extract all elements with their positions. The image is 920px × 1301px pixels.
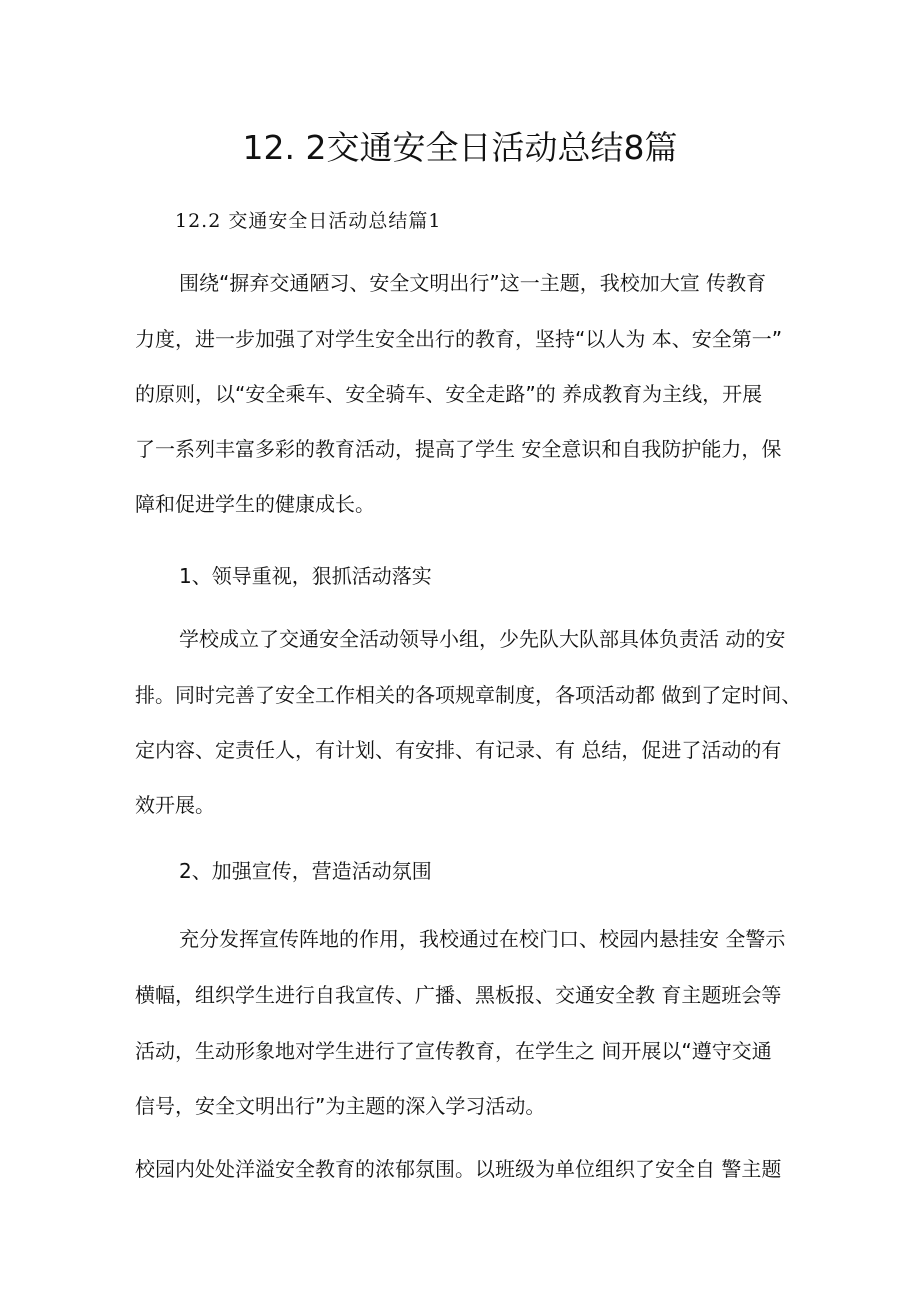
paragraph-2-line-4: 效开展。	[135, 793, 215, 817]
paragraph-1-line-1: 围绕“摒弃交通陋习、安全文明出行”这一主题，我校加大宣 传教育	[179, 271, 767, 295]
paragraph-2-line-2: 排。同时完善了安全工作相关的各项规章制度，各项活动都 做到了定时间、	[135, 683, 802, 707]
paragraph-3-line-4: 信号，安全文明出行”为主题的深入学习活动。	[135, 1094, 546, 1118]
section-2-heading: 2、加强宣传，营造活动氛围	[179, 859, 432, 883]
section-1-heading: 1、领导重视，狠抓活动落实	[179, 564, 432, 588]
paragraph-2-line-3: 定内容、定责任人，有计划、有安排、有记录、有 总结，促进了活动的有	[135, 738, 782, 762]
paragraph-1-line-3: 的原则，以“安全乘车、安全骑车、安全走路”的 养成教育为主线，开展	[135, 382, 763, 406]
paragraph-4-line-1: 校园内处处洋溢安全教育的浓郁氛围。以班级为单位组织了安全自 警主题	[135, 1157, 782, 1181]
paragraph-3-line-1: 充分发挥宣传阵地的作用，我校通过在校门口、校园内悬挂安 全警示	[179, 927, 786, 951]
document-title: 12. 2交通安全日活动总结8篇	[242, 128, 678, 167]
paragraph-1-line-4: 了一系列丰富多彩的教育活动，提高了学生 安全意识和自我防护能力，保	[135, 437, 782, 461]
paragraph-3-line-2: 横幅，组织学生进行自我宣传、广播、黑板报、交通安全教 育主题班会等	[135, 983, 782, 1007]
section-heading: 12.2 交通安全日活动总结篇1	[175, 210, 442, 232]
paragraph-3-line-3: 活动，生动形象地对学生进行了宣传教育，在学生之 间开展以“遵守交通	[135, 1039, 772, 1063]
paragraph-1-line-5: 障和促进学生的健康成长。	[135, 492, 375, 516]
paragraph-1-line-2: 力度，进一步加强了对学生安全出行的教育，坚持“以人为 本、安全第一”	[135, 327, 783, 351]
paragraph-2-line-1: 学校成立了交通安全活动领导小组，少先队大队部具体负责活 动的安	[179, 627, 786, 651]
